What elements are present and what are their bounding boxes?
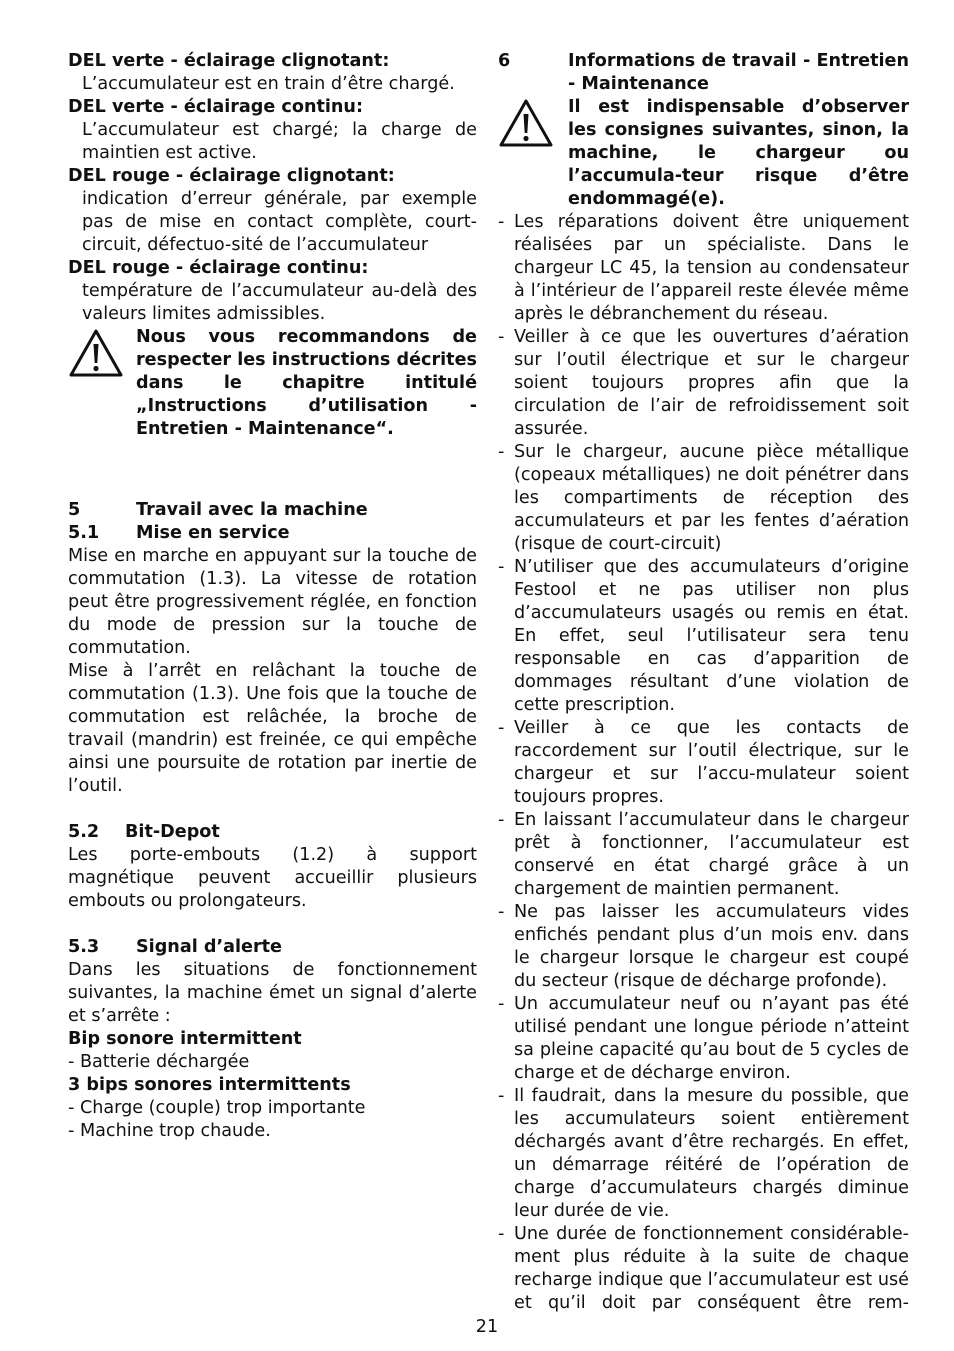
section-number: 5 <box>68 500 81 520</box>
section-title: Travail avec la machine <box>136 500 368 520</box>
paragraph: Dans les situations de fonctionnement suivantes, la machine émet un signal d’alerte et s’arrête : <box>68 960 477 1026</box>
section-number: 5.2 <box>68 822 100 842</box>
section-5-1-heading <box>68 522 477 545</box>
led-text: L’accumulateur est en train d’être chargé. <box>82 74 455 94</box>
led-status-list <box>68 50 477 326</box>
alert-item: - Machine trop chaude. <box>68 1121 271 1141</box>
list-item: - Une durée de fonctionnement considérable-ment plus réduite à la suite de chaque recharge indique que l’accumulateur est usé et qu’il doit par conséquent être rem- <box>498 1224 909 1313</box>
section-title: Bit-Depot <box>125 822 220 842</box>
list-item: - Il faudrait, dans la mesure du possible, que les accumulateurs soient entièrement déchargés avant d’être rechargés. En effet, un démarrage réitéré de l’opération de charge d’accumulateurs chargés diminue leur durée de vie. <box>498 1086 909 1221</box>
section-title: Informations de travail - Entretien - Maintenance <box>568 51 909 94</box>
list-item: - Sur le chargeur, aucune pièce métallique (copeaux métalliques) ne doit pénétrer dans les compartiments de réception des accumulateurs et par les fentes d’aération (risque de court-circuit) <box>498 442 909 554</box>
alert-item: - Charge (couple) trop importante <box>68 1098 366 1118</box>
warning-note <box>68 326 477 441</box>
warning-triangle-icon <box>498 96 568 211</box>
maintenance-list <box>498 211 909 1315</box>
alert-title: Bip sonore intermittent <box>68 1029 302 1049</box>
section-title: Mise en service <box>136 523 290 543</box>
section-number: 5.3 <box>68 937 100 957</box>
led-title: DEL verte - éclairage continu: <box>68 97 363 117</box>
warning-triangle-icon <box>68 326 136 441</box>
list-item: - Veiller à ce que les ouvertures d’aération sur l’outil électrique et sur le chargeur soient toujours propres afin que la circulation de l’air de refroidissement soit assurée. <box>498 327 909 439</box>
led-title: DEL rouge - éclairage continu: <box>68 258 369 278</box>
paragraph: Mise en marche en appuyant sur la touche de commutation (1.3). La vitesse de rotation peut être progressivement réglée, en fonction du mode de pression sur la touche de commutation. <box>68 546 477 658</box>
led-text: indication d’erreur générale, par exemple pas de mise en contact complète, court-circuit, défectuo-sité de l’accumulateur <box>82 189 477 255</box>
alert-item: - Batterie déchargée <box>68 1052 250 1072</box>
left-column <box>68 50 477 1143</box>
led-text: L’accumulateur est chargé; la charge de maintien est active. <box>82 120 477 163</box>
section-number: 6 <box>498 51 511 71</box>
page-number: 21 <box>475 1317 499 1337</box>
warning-note <box>498 96 909 211</box>
right-column <box>498 50 909 1315</box>
section-number: 5.1 <box>68 523 100 543</box>
alert-title: 3 bips sonores intermittents <box>68 1075 351 1095</box>
list-item: - Ne pas laisser les accumulateurs vides enfichés pendant plus d’un mois env. dans le chargeur lorsque le chargeur est coupé du secteur (risque de décharge profonde). <box>498 902 909 991</box>
warning-text: Nous vous recommandons de respecter les instructions décrites dans le chapitre intitulé „Instructions d’utilisation - Entretien - Maintenance“. <box>136 327 477 439</box>
list-item: - N’utiliser que des accumulateurs d’origine Festool et ne pas utiliser non plus d’accumulateurs usagés ou remis en état. En effet, seul l’utilisateur sera tenu responsable en cas d’apparition de dommages résultant d’une violation de cette prescription. <box>498 557 909 715</box>
section-5-2-heading <box>68 821 477 844</box>
led-title: DEL rouge - éclairage clignotant: <box>68 166 395 186</box>
list-item: - Les réparations doivent être uniquement réalisées par un spécialiste. Dans le chargeur LC 45, la tension au condensateur à l’intérieur de l’appareil reste élevée même après le débranchement du réseau. <box>498 212 909 324</box>
list-item: - Un accumulateur neuf ou n’ayant pas été utilisé pendant une longue période n’atteint sa pleine capacité qu’au bout de 5 cycles de charge et de décharge environ. <box>498 994 909 1083</box>
paragraph: Mise à l’arrêt en relâchant la touche de commutation (1.3). Une fois que la touche de commutation est relâchée, la broche de travail (mandrin) est freinée, ce qui empêche ainsi une poursuite de rotation par inertie de l’outil. <box>68 661 477 796</box>
section-5-heading <box>68 499 477 522</box>
list-item: - En laissant l’accumulateur dans le chargeur prêt à fonctionner, l’accumulateur est conservé en état chargé grâce à un chargement de maintien permanent. <box>498 810 909 899</box>
warning-text: Il est indispensable d’observer les consignes suivantes, sinon, la machine, le chargeur ou l’accumula-teur risque d’être endommagé(e). <box>568 97 909 209</box>
section-5-3-heading <box>68 936 477 959</box>
led-title: DEL verte - éclairage clignotant: <box>68 51 390 71</box>
led-text: température de l’accumulateur au-delà des valeurs limites admissibles. <box>82 281 477 324</box>
section-title: Signal d’alerte <box>136 937 282 957</box>
section-6-heading <box>498 50 909 96</box>
list-item: - Veiller à ce que les contacts de raccordement sur l’outil électrique, sur le chargeur et sur l’accu-mulateur soient toujours propres. <box>498 718 909 807</box>
paragraph: Les porte-embouts (1.2) à support magnétique peuvent accueillir plusieurs embouts ou prolongateurs. <box>68 845 477 911</box>
